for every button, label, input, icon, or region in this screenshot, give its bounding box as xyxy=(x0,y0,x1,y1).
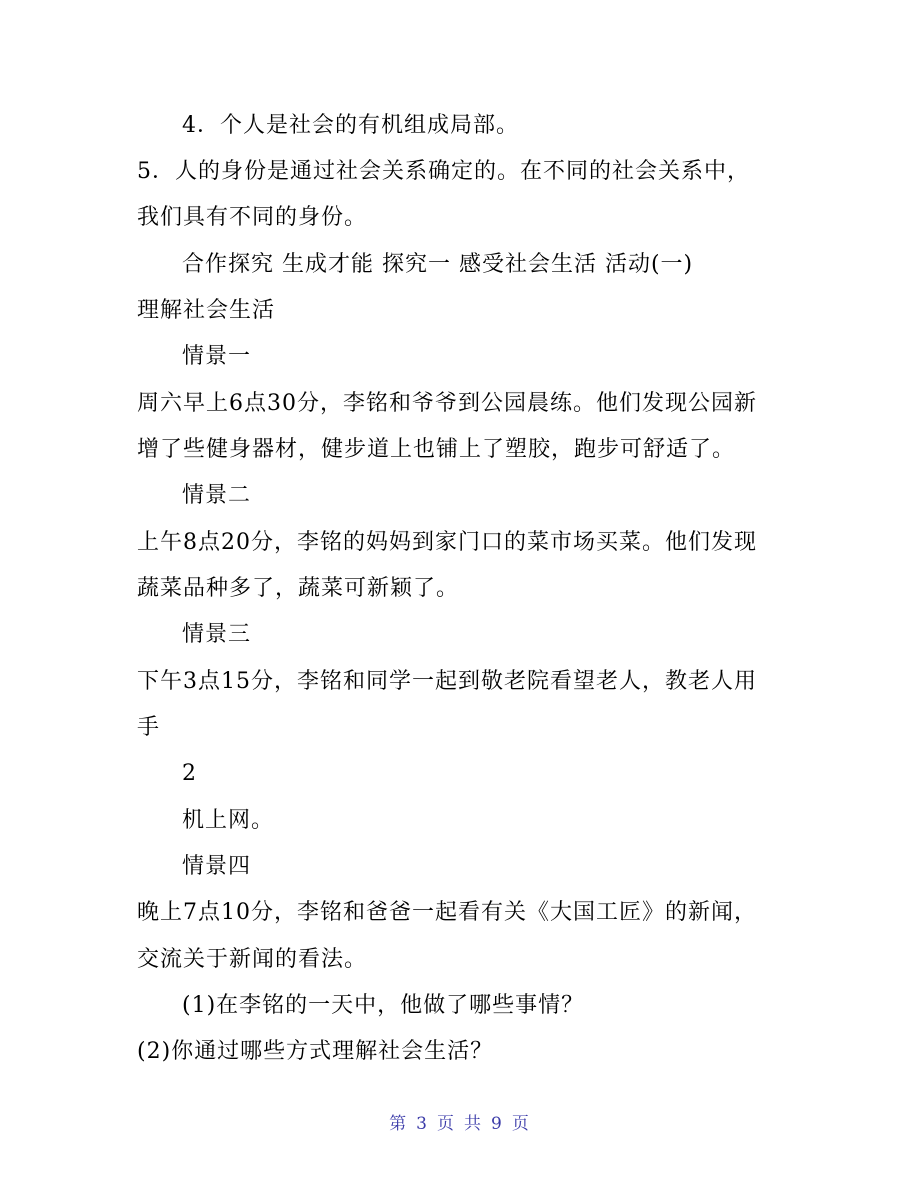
text-line: 手 xyxy=(137,715,161,740)
text-line: 我们具有不同的身份。 xyxy=(137,205,368,230)
question-line: (2)你通过哪些方式理解社会生活？ xyxy=(137,1039,494,1064)
scenario-title: 情景三 xyxy=(182,622,252,647)
footer-label: 页 xyxy=(511,1114,531,1134)
text-line: 蔬菜品种多了，蔬菜可新颖了。 xyxy=(137,576,460,601)
section-heading: 理解社会生活 xyxy=(137,298,276,323)
text-line: 交流关于新闻的看法。 xyxy=(137,947,368,972)
footer-label: 页 xyxy=(437,1114,456,1134)
text-line: 增了些健身器材，健步道上也铺上了塑胶，跑步可舒适了。 xyxy=(137,437,736,462)
text-line: 4．个人是社会的有机组成局部。 xyxy=(182,113,519,138)
total-page-count: 9 xyxy=(491,1114,504,1134)
scenario-title: 情景二 xyxy=(182,483,252,508)
text-line: 周六早上6点30分，李铭和爷爷到公园晨练。他们发现公园新 xyxy=(137,391,757,416)
footer-label: 共 xyxy=(464,1114,483,1134)
text-line: 机上网。 xyxy=(182,808,275,833)
text-line: 5．人的身份是通过社会关系确定的。在不同的社会关系中， xyxy=(137,159,750,184)
page-footer xyxy=(0,1113,920,1135)
question-line: (1)在李铭的一天中，他做了哪些事情？ xyxy=(182,993,585,1018)
text-line: 下午3点15分，李铭和同学一起到敬老院看望老人，教老人用 xyxy=(137,669,757,694)
text-line: 晚上7点10分，李铭和爸爸一起看有关《大国工匠》的新闻， xyxy=(137,900,757,925)
footer-label: 第 xyxy=(389,1114,409,1134)
scenario-title: 情景一 xyxy=(182,344,252,369)
text-line: 2 xyxy=(182,761,197,786)
section-heading: 合作探究 生成才能 探究一 感受社会生活 活动(一) xyxy=(182,252,694,277)
scenario-title: 情景四 xyxy=(182,854,252,879)
current-page-number: 3 xyxy=(416,1114,429,1134)
text-line: 上午8点20分，李铭的妈妈到家门口的菜市场买菜。他们发现 xyxy=(137,530,757,555)
